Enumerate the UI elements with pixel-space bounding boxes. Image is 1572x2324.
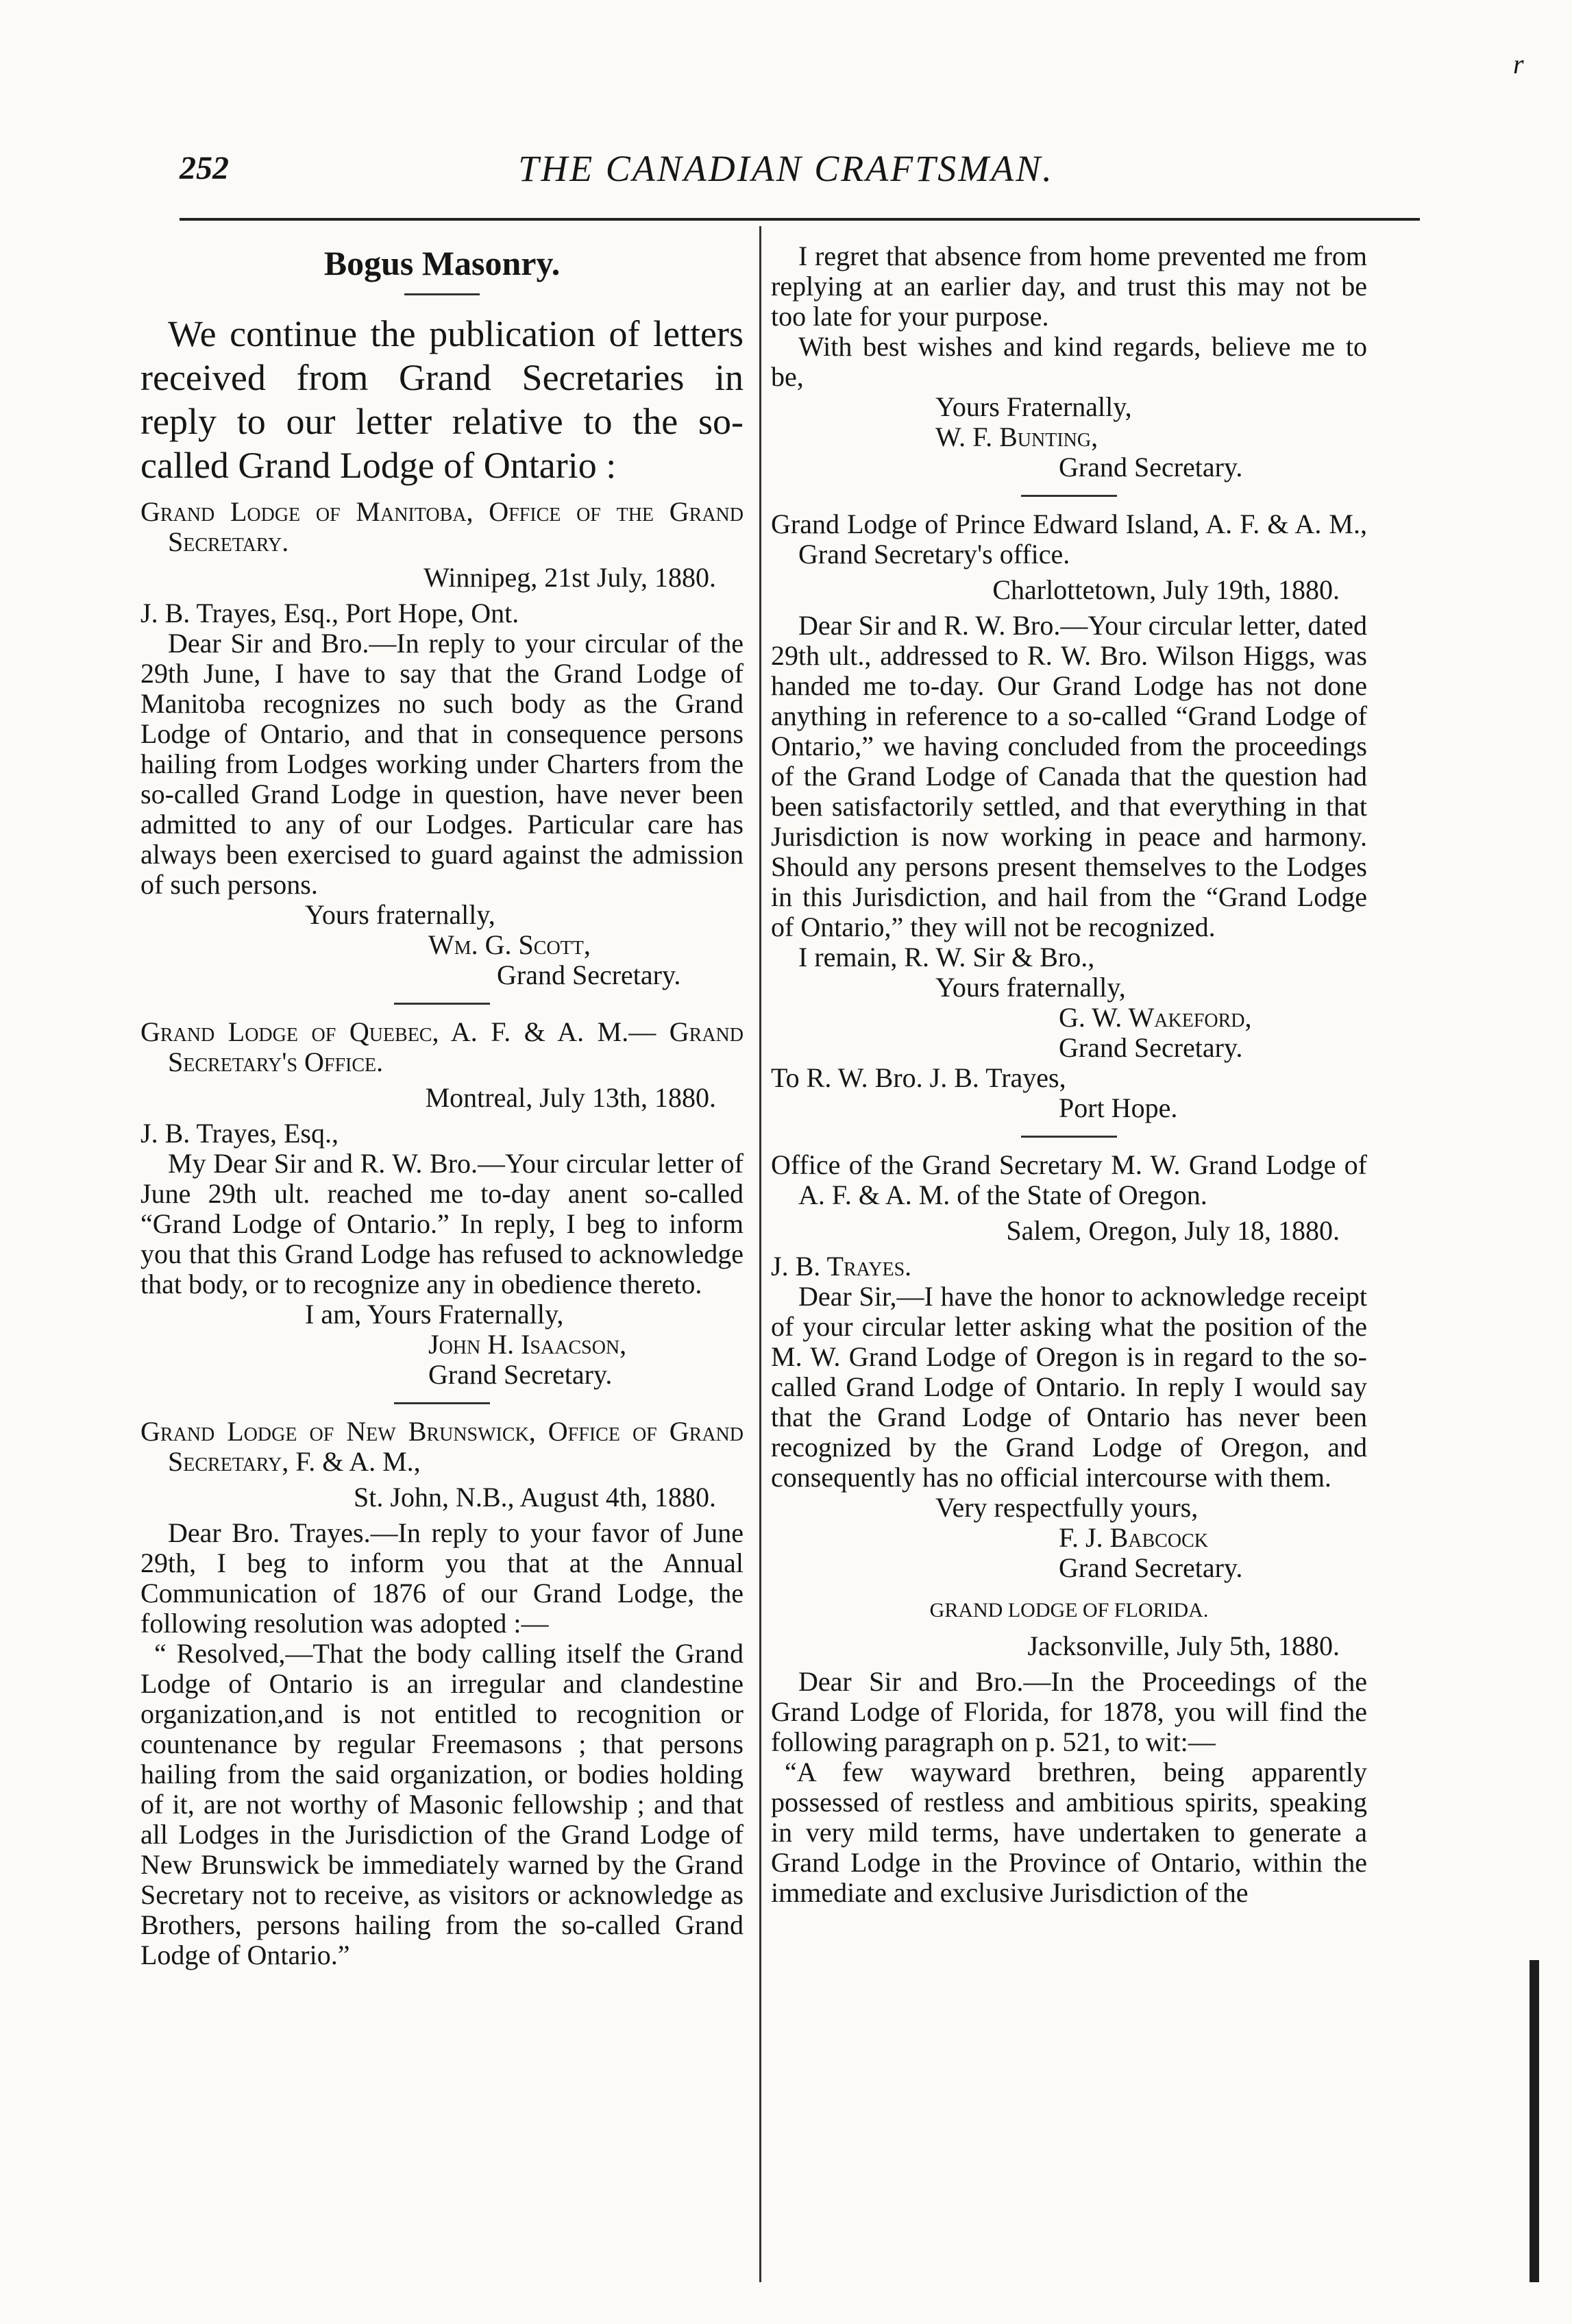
oregon-addressee: J. B. Trayes. [771,1251,912,1282]
new-brunswick-resolution: “ Resolved,—That the body calling itself the Grand Lodge of Ontario is an irregular and clandestine organization,and is not entitled to recognition or countenance by regular Freemasons ; that persons hailing from the said organization, or bodies holding of it, are not worthy of Masonic fellowship ; and that all Lodges in the Jurisdiction of the Grand Lodge of New Brunswick be immediately warned by the Grand Secretary not to receive, as visitors or acknowledge as Brothers, persons hailing from the so-called Grand Lodge of Ontario.” [140,1638,744,1970]
page-number: 252 [180,150,229,186]
pei-dateline: Charlottetown, July 19th, 1880. [992,574,1340,605]
new-brunswick-header: Grand Lodge of New Brunswick, Office of Grand Secretary, F. & A. M., [140,1416,744,1477]
oregon-title: Grand Secretary. [1059,1552,1243,1583]
florida-dateline: Jacksonville, July 5th, 1880. [1027,1630,1340,1661]
oregon-closing: Very respectfully yours, [935,1492,1199,1523]
oregon-header: Office of the Grand Secretary M. W. Grand Lodge of A. F. & A. M. of the State of Oregon. [771,1149,1367,1210]
left-column [140,241,744,1970]
bunting-closing: Yours Fraternally, [935,391,1132,422]
florida-quote: “A few wayward brethren, being apparently possessed of restless and ambitious spirits, speaking in very mild terms, have undertaken to generate a Grand Lodge in the Province of Ontario, within the immediate and exclusive Jurisdiction of the [771,1757,1367,1908]
pei-body: Dear Sir and R. W. Bro.—Your circular letter, dated 29th ult., addressed to R. W. Bro. Wilson Higgs, was handed me to-day. Our Grand Lodge has not done anything in reference to a so-called “Grand Lodge of Ontario,” we having concluded from the proceedings of the Grand Lodge of Canada that the question had been satisfactorily settled, and that everything in that Jurisdiction is now working in peace and harmony. Should any persons present themselves to the Lodges in this Jurisdiction, and hail from the “Grand Lodge of Ontario,” they will not be recognized. [771,610,1367,942]
oregon-dateline: Salem, Oregon, July 18, 1880. [1006,1215,1340,1246]
florida-header: GRAND LODGE OF FLORIDA. [929,1599,1209,1622]
bunting-letter-body: I regret that absence from home prevented me from replying at an earlier day, and trust this may not be too late for your purpose. [771,241,1367,332]
new-brunswick-body: Dear Bro. Trayes.—In reply to your favor of June 29th, I beg to inform you that at the Annual Communication of 1876 of our Grand Lodge, the following resolution was adopted :— [140,1517,744,1639]
oregon-signature: F. J. Babcock [1059,1522,1208,1553]
manitoba-addressee: J. B. Trayes, Esq., Port Hope, Ont. [140,598,519,628]
pei-addressee: To R. W. Bro. J. B. Trayes, [771,1062,1066,1093]
quebec-body: My Dear Sir and R. W. Bro.—Your circular letter of June 29th ult. reached me to-day anent so-called “Grand Lodge of Ontario.” In reply, I beg to inform you that this Grand Lodge has refused to acknowledge that body, or to recognize any in obedience thereto. [140,1148,744,1299]
oregon-body: Dear Sir,—I have the honor to acknowledge receipt of your circular letter asking what the position of the M. W. Grand Lodge of Oregon is in regard to the so-called Grand Lodge of Ontario. In reply I would say that the Grand Lodge of Ontario has never been recognized by the Grand Lodge of Oregon, and consequently has no official intercourse with them. [771,1281,1367,1493]
manitoba-closing: Yours fraternally, [305,899,495,930]
quebec-header: Grand Lodge of Quebec, A. F. & A. M.— Grand Secretary's Office. [140,1016,744,1077]
manitoba-body: Dear Sir and Bro.—In reply to your circular of the 29th June, I have to say that the Grand Lodge of Manitoba recognizes no such body as the Grand Lodge of Ontario, and that in consequence persons hailing from Lodges working under Charters from the so-called Grand Lodge in question, have never been admitted to any of our Lodges. Particular care has always been exercised to guard against the admission of such persons. [140,628,744,900]
manitoba-title: Grand Secretary. [497,959,681,990]
bunting-wishes: With best wishes and kind regards, believe me to be, [771,331,1367,392]
pei-addressee-place: Port Hope. [1059,1092,1178,1123]
quebec-addressee: J. B. Trayes, Esq., [140,1118,339,1149]
pei-title: Grand Secretary. [1059,1032,1243,1063]
pei-header: Grand Lodge of Prince Edward Island, A. F. & A. M., Grand Secretary's office. [771,509,1367,570]
pei-remain: I remain, R. W. Sir & Bro., [798,942,1095,973]
article-title: Bogus Masonry. [323,244,561,282]
section-rule [394,1402,490,1404]
header-rule [180,218,1420,221]
lead-paragraph: We continue the publication of letters received from Grand Secretaries in reply to our letter relative to the so-called Grand Lodge of Ontario : [140,313,744,486]
quebec-title: Grand Secretary. [428,1359,613,1390]
section-rule [1021,495,1117,497]
new-brunswick-dateline: St. John, N.B., August 4th, 1880. [354,1482,716,1513]
bunting-title: Grand Secretary. [1059,452,1243,482]
quebec-closing: I am, Yours Fraternally, [305,1299,564,1330]
right-column [771,241,1367,1908]
quebec-signature: John H. Isaacson, [428,1329,627,1360]
page-edge-bar [1530,1960,1539,2282]
corner-mark: r [1513,49,1524,79]
pei-closing: Yours fraternally, [935,972,1126,1003]
bunting-signature: W. F. Bunting, [935,421,1098,452]
column-divider [759,226,761,2282]
section-rule [394,1003,490,1005]
quebec-dateline: Montreal, July 13th, 1880. [425,1082,716,1113]
pei-signature: G. W. Wakeford, [1059,1002,1252,1033]
manitoba-header: Grand Lodge of Manitoba, Office of the Grand Secretary. [140,496,744,557]
manitoba-signature: Wm. G. Scott, [428,929,591,960]
section-rule [1021,1136,1117,1138]
manitoba-dateline: Winnipeg, 21st July, 1880. [423,562,716,593]
title-rule [404,293,480,295]
running-title: THE CANADIAN CRAFTSMAN. [518,148,1054,189]
florida-body: Dear Sir and Bro.—In the Proceedings of the Grand Lodge of Florida, for 1878, you will find the following paragraph on p. 521, to wit:— [771,1666,1367,1757]
